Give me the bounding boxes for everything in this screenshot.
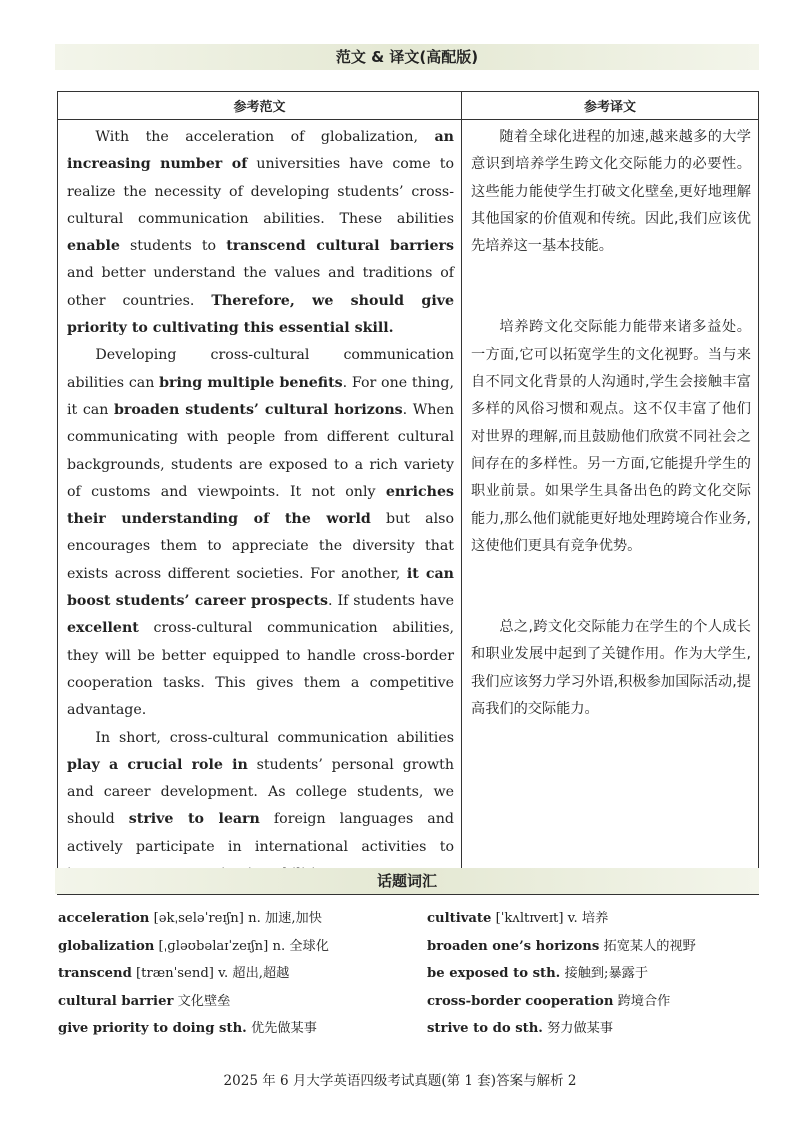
vocabulary-entry — [58, 933, 418, 961]
vocabulary-term: strive to do sth. — [427, 1021, 543, 1036]
header-reference-translation: 参考译文 — [462, 92, 759, 120]
vocabulary-entry — [427, 988, 767, 1016]
vocabulary-definition: 优先做某事 — [246, 1021, 317, 1036]
essay-paragraph-1 — [67, 124, 454, 342]
key-phrase: enriches their understanding of the world — [67, 483, 454, 528]
vocabulary-definition: 拓宽某人的视野 — [599, 938, 696, 954]
vocabulary-entry — [427, 960, 767, 988]
vocabulary-definition: [ˈkʌltɪveɪt] v. 培养 — [491, 911, 609, 926]
key-phrase: enable — [67, 238, 120, 255]
section-banner-model-essay: 范文 & 译文(高配版) — [55, 44, 759, 70]
vocabulary-term: transcend — [58, 966, 132, 981]
essay-text: students to — [119, 238, 227, 255]
essay-text: but also encourages them to appreciate the diversity that exists across different societies. For another, — [67, 511, 454, 582]
essay-paragraph-3 — [67, 725, 454, 889]
vocabulary-term: broaden one’s horizons — [427, 938, 600, 954]
translation-paragraph-3: 总之,跨文化交际能力在学生的个人成长和职业发展中起到了关键作用。作为大学生,我们应该努力学习外语,积极参加国际活动,提高我们的交际能力。 — [471, 619, 751, 718]
vocabulary-entry — [427, 1015, 767, 1043]
vocabulary-entry — [58, 905, 418, 933]
vocabulary-definition: [trænˈsend] v. 超出,超越 — [131, 966, 290, 981]
key-phrase: strive to learn — [128, 811, 260, 828]
vocabulary-term: cultural barrier — [58, 993, 174, 1009]
key-phrase: Therefore, we should give priority to cultivating this essential skill. — [67, 292, 454, 337]
key-phrase: play a crucial role in — [67, 756, 248, 773]
vocabulary-term: acceleration — [58, 911, 150, 926]
essay-table — [57, 91, 759, 895]
essay-text: . When communicating with people from different cultural backgrounds, students are exposed to a rich variety of customs and viewpoints. It not only — [67, 401, 454, 500]
vocabulary-term: be exposed to sth. — [427, 966, 561, 981]
key-phrase: an increasing number of — [67, 129, 454, 173]
key-phrase: bring multiple benefits — [159, 374, 343, 391]
essay-text: foreign languages and actively participate in international activities to — [67, 811, 454, 855]
vocabulary-entry — [58, 988, 418, 1016]
chinese-translation-cell — [462, 120, 759, 895]
vocabulary-term: cross-border cooperation — [427, 993, 614, 1009]
vocabulary-definition: 跨境合作 — [613, 993, 671, 1009]
key-phrase: transcend cultural barriers — [226, 238, 454, 255]
english-essay-cell — [58, 120, 462, 895]
vocabulary-list-right — [427, 905, 767, 1043]
essay-text: . If students have — [328, 593, 455, 610]
vocabulary-list-left — [58, 905, 418, 1043]
page-footer: 2025 年 6 月大学英语四级考试真题(第 1 套)答案与解析 2 — [223, 1073, 577, 1089]
essay-paragraph-2 — [67, 342, 454, 724]
essay-text: In short, cross-cultural communication abilities — [95, 729, 454, 746]
section-banner-topic-vocabulary: 话题词汇 — [55, 868, 759, 894]
vocabulary-definition: [ˌɡləʊbəlaɪˈzeɪʃn] n. 全球化 — [154, 938, 329, 954]
key-phrase: it can boost students’ career prospects — [67, 565, 455, 610]
vocabulary-term: cultivate — [427, 911, 492, 926]
header-reference-essay: 参考范文 — [58, 92, 462, 120]
key-phrase: excellent — [67, 620, 139, 637]
essay-text: Developing cross-cultural communication abilities can — [67, 347, 454, 391]
vocabulary-term: give priority to doing sth. — [58, 1021, 247, 1036]
translation-paragraph-1: 随着全球化进程的加速,越来越多的大学意识到培养学生跨文化交际能力的必要性。这些能力能使学生打破文化壁垒,更好地理解其他国家的价值观和传统。因此,我们应该优先培养这一基本技能。 — [471, 129, 751, 255]
translation-paragraph-2: 培养跨文化交际能力能带来诸多益处。一方面,它可以拓宽学生的文化视野。当与来自不同文化背景的人沟通时,学生会接触丰富多样的风俗习惯和观点。这不仅丰富了他们对世界的理解,而且鼓励他们欣赏不同社会之间存在的多样性。另一方面,它能提升学生的职业前景。如果学生具备出色的跨文化交际能力,那么他们就能更好地处理跨境合作业务,这使他们更具有竞争优势。 — [471, 319, 751, 554]
vocabulary-definition: 文化壁垒 — [173, 993, 231, 1009]
essay-text: cross-cultural communication abilities, they will be better equipped to handle cross-border cooperation tasks. This gives them a competitive advantage. — [67, 620, 454, 719]
essay-text: and better understand the values and traditions of other countries. — [67, 265, 454, 309]
vocabulary-definition: 努力做某事 — [542, 1021, 614, 1036]
vocabulary-entry — [58, 960, 418, 988]
vocabulary-entry — [58, 1015, 418, 1043]
vocabulary-entry — [427, 933, 767, 961]
vocabulary-entry — [427, 905, 767, 933]
essay-text: . For one thing, it can — [67, 374, 454, 418]
essay-text: With the acceleration of globalization, — [95, 129, 435, 145]
key-phrase: broaden students’ cultural horizons — [113, 401, 403, 418]
essay-text: students’ personal growth and career development. As college students, we should — [67, 756, 454, 828]
vocabulary-definition: 接触到;暴露于 — [560, 966, 649, 981]
essay-text: universities have come to realize the necessity of developing students’ cross-cultural communication abilities. These abilities — [67, 156, 454, 227]
vocabulary-term: globalization — [58, 938, 155, 954]
vocabulary-definition: [əkˌseləˈreɪʃn] n. 加速,加快 — [149, 911, 322, 926]
